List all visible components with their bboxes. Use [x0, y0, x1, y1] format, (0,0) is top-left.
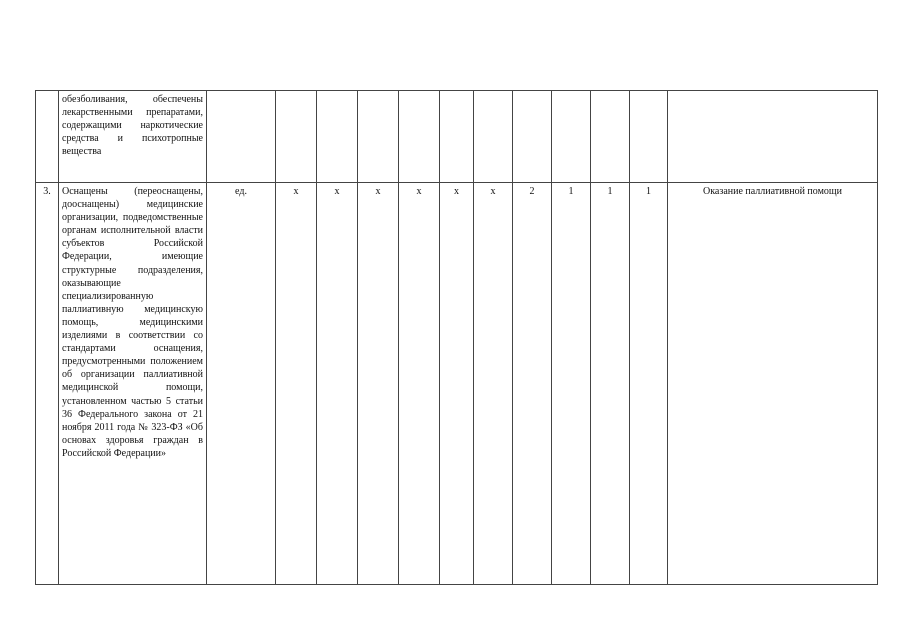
- value-cell: х: [399, 183, 440, 585]
- indicator-name: обезболивания, обеспечены лекарственными препаратами, содержащими наркотические средства и психотропные вещества: [59, 91, 207, 183]
- value-cell: [630, 91, 668, 183]
- indicator-name: Оснащены (переоснащены, дооснащены) медицинские организации, подведомственные органам исполнительной власти субъектов Российской Федерации, имеющие структурные подразделения, оказывающие специализированную паллиативную медицинскую помощь, медицинскими изделиями в соответствии со стандартами оснащения, предусмотренными положением об организации паллиативной медицинской помощи, установленном частью 5 статьи 36 Федерального закона от 21 ноября 2011 года № 323-ФЗ «Об основах здоровья граждан в Российской Федерации»: [59, 183, 207, 585]
- row-number: [36, 91, 59, 183]
- value-cell: 2: [513, 183, 552, 585]
- note-cell: [668, 91, 878, 183]
- value-cell: [591, 91, 630, 183]
- value-cell: [474, 91, 513, 183]
- value-cell: [358, 91, 399, 183]
- value-cell: [552, 91, 591, 183]
- value-cell: [513, 91, 552, 183]
- note-cell: Оказание паллиативной помощи: [668, 183, 878, 585]
- unit-cell: ед.: [207, 183, 276, 585]
- table-row: [36, 91, 878, 183]
- value-cell: х: [276, 183, 317, 585]
- value-cell: 1: [552, 183, 591, 585]
- value-cell: [317, 91, 358, 183]
- value-cell: 1: [630, 183, 668, 585]
- indicators-table: [35, 90, 878, 585]
- value-cell: 1: [591, 183, 630, 585]
- value-cell: х: [317, 183, 358, 585]
- value-cell: [399, 91, 440, 183]
- value-cell: х: [440, 183, 474, 585]
- value-cell: х: [474, 183, 513, 585]
- unit-cell: [207, 91, 276, 183]
- value-cell: [440, 91, 474, 183]
- table-row: [36, 183, 878, 585]
- value-cell: х: [358, 183, 399, 585]
- value-cell: [276, 91, 317, 183]
- row-number: 3.: [36, 183, 59, 585]
